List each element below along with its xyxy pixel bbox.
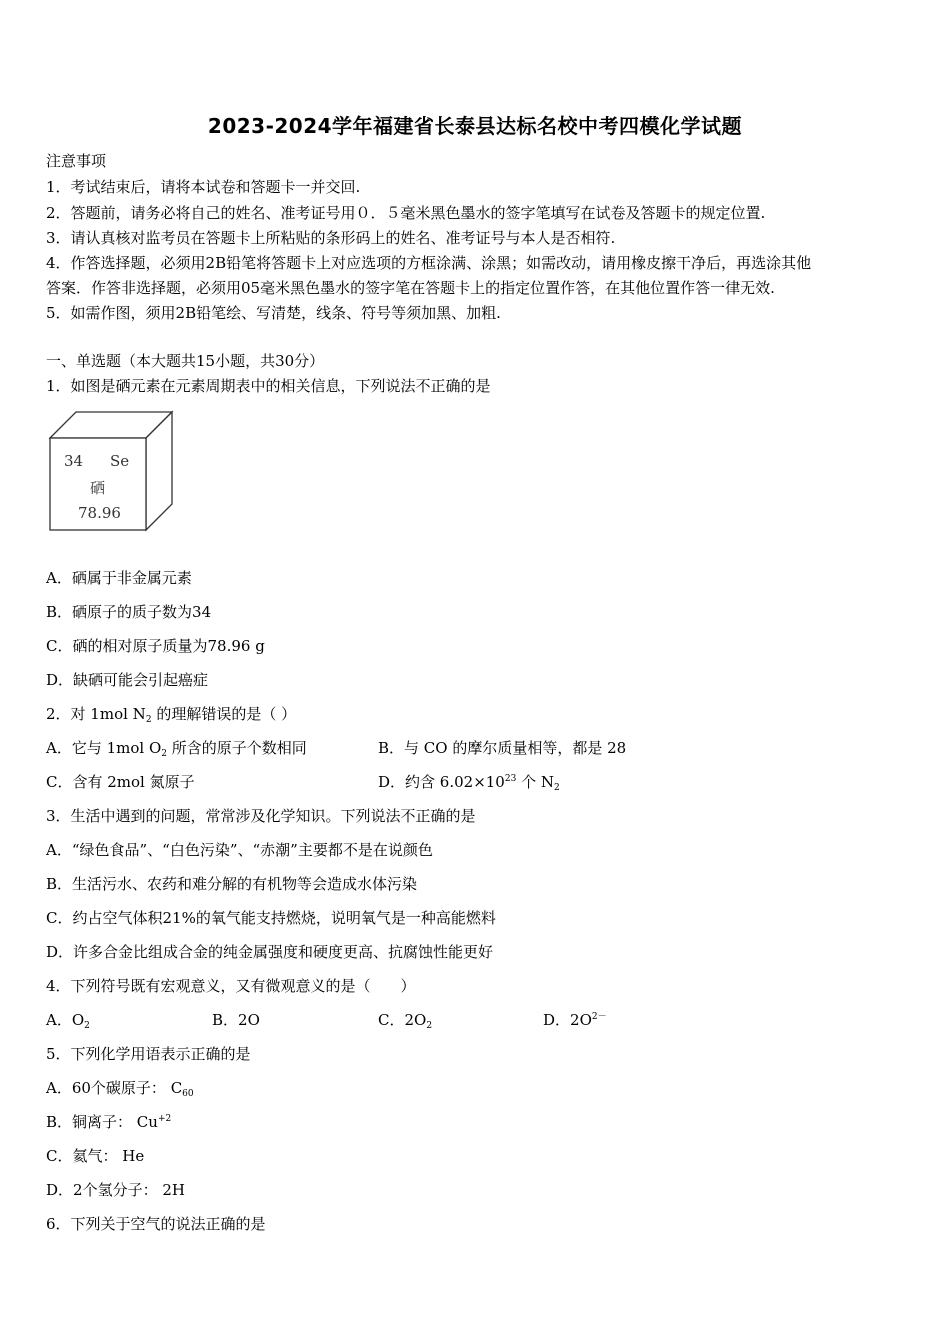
atomic-mass: 78.96 (78, 504, 121, 522)
question-4-option-c: C．$2O_2$ (378, 1011, 433, 1031)
question-2-option-c: C．含有 2mol 氮原子 (46, 773, 195, 791)
question-1-option: B．硒原子的质子数为34 (46, 603, 212, 621)
atomic-number: 34 (64, 452, 84, 470)
question-2-stem: 2．对 1mol $N_2$ 的理解错误的是（ ） (46, 705, 297, 725)
question-4-stem: 4．下列符号既有宏观意义，又有微观意义的是（ ） (46, 977, 416, 995)
notice-item: 2．答题前，请务必将自己的姓名、准考证号用０．５毫米黑色墨水的签字笔填写在试卷及答题卡的规定位置. (46, 204, 766, 222)
notice-item: 4．作答选择题，必须用2B铅笔将答题卡上对应选项的方框涂满、涂黑；如需改动，请用橡皮擦干净后，再选涂其他 (46, 254, 812, 272)
element-symbol: Se (110, 452, 130, 470)
notice-heading: 注意事项 (46, 152, 107, 170)
question-2-option-a: A．它与 1mol $O_2$ 所含的原子个数相同 (46, 739, 307, 759)
notice-item: 答案．作答非选择题，必须用05毫米黑色墨水的签字笔在答题卡上的指定位置作答，在其他位置作答一律无效. (46, 279, 775, 297)
page-title: 2023-2024学年福建省长泰县达标名校中考四模化学试题 (207, 114, 743, 138)
element-tile-figure (46, 408, 178, 532)
question-2-option-b: B．与 CO 的摩尔质量相等，都是 28 (378, 739, 627, 757)
question-4-option-a: A．$O_2$ (46, 1011, 90, 1031)
notice-item: 1．考试结束后，请将本试卷和答题卡一并交回. (46, 178, 361, 196)
question-3-option: B．生活污水、农药和难分解的有机物等会造成水体污染 (46, 875, 418, 893)
notice-item: 3．请认真核对监考员在答题卡上所粘贴的条形码上的姓名、准考证号与本人是否相符. (46, 229, 616, 247)
question-3-option: D．许多合金比组成合金的纯金属强度和硬度更高、抗腐蚀性能更好 (46, 943, 494, 961)
question-1-option: C．硒的相对原子质量为78.96 g (46, 637, 265, 655)
question-3-stem: 3．生活中遇到的问题，常常涉及化学知识。下列说法不正确的是 (46, 807, 476, 825)
question-3-option: A．“绿色食品”、“白色污染”、“赤潮”主要都不是在说颜色 (46, 841, 433, 859)
question-5-stem: 5．下列化学用语表示正确的是 (46, 1045, 251, 1063)
notice-item: 5．如需作图，须用2B铅笔绘、写清楚，线条、符号等须加黑、加粗. (46, 304, 501, 322)
question-3-option: C．约占空气体积21%的氧气能支持燃烧，说明氧气是一种高能燃料 (46, 909, 496, 927)
question-2-option-d: D．约含 $6.02\times 10^{23}$ 个 $N_2$ (378, 773, 560, 793)
question-5-option-a: A．60个碳原子： $C_{60}$ (46, 1079, 194, 1099)
question-6-stem: 6．下列关于空气的说法正确的是 (46, 1215, 266, 1233)
question-1-option: A．硒属于非金属元素 (46, 569, 192, 587)
question-5-option-d: D．2个氢分子： 2H (46, 1181, 185, 1199)
question-1-option: D．缺硒可能会引起癌症 (46, 671, 209, 689)
question-1-stem: 1．如图是硒元素在元素周期表中的相关信息，下列说法不正确的是 (46, 377, 491, 395)
section-heading: 一、单选题（本大题共15小题，共30分） (46, 352, 325, 370)
question-5-option-c: C．氦气： He (46, 1147, 145, 1165)
element-name: 硒 (90, 479, 106, 497)
question-5-option-b: B．铜离子： $Cu^{+2}$ (46, 1113, 172, 1131)
question-4-option-d: D．$2O^{2-}$ (543, 1011, 607, 1029)
question-4-option-b: B．2O (212, 1011, 260, 1029)
